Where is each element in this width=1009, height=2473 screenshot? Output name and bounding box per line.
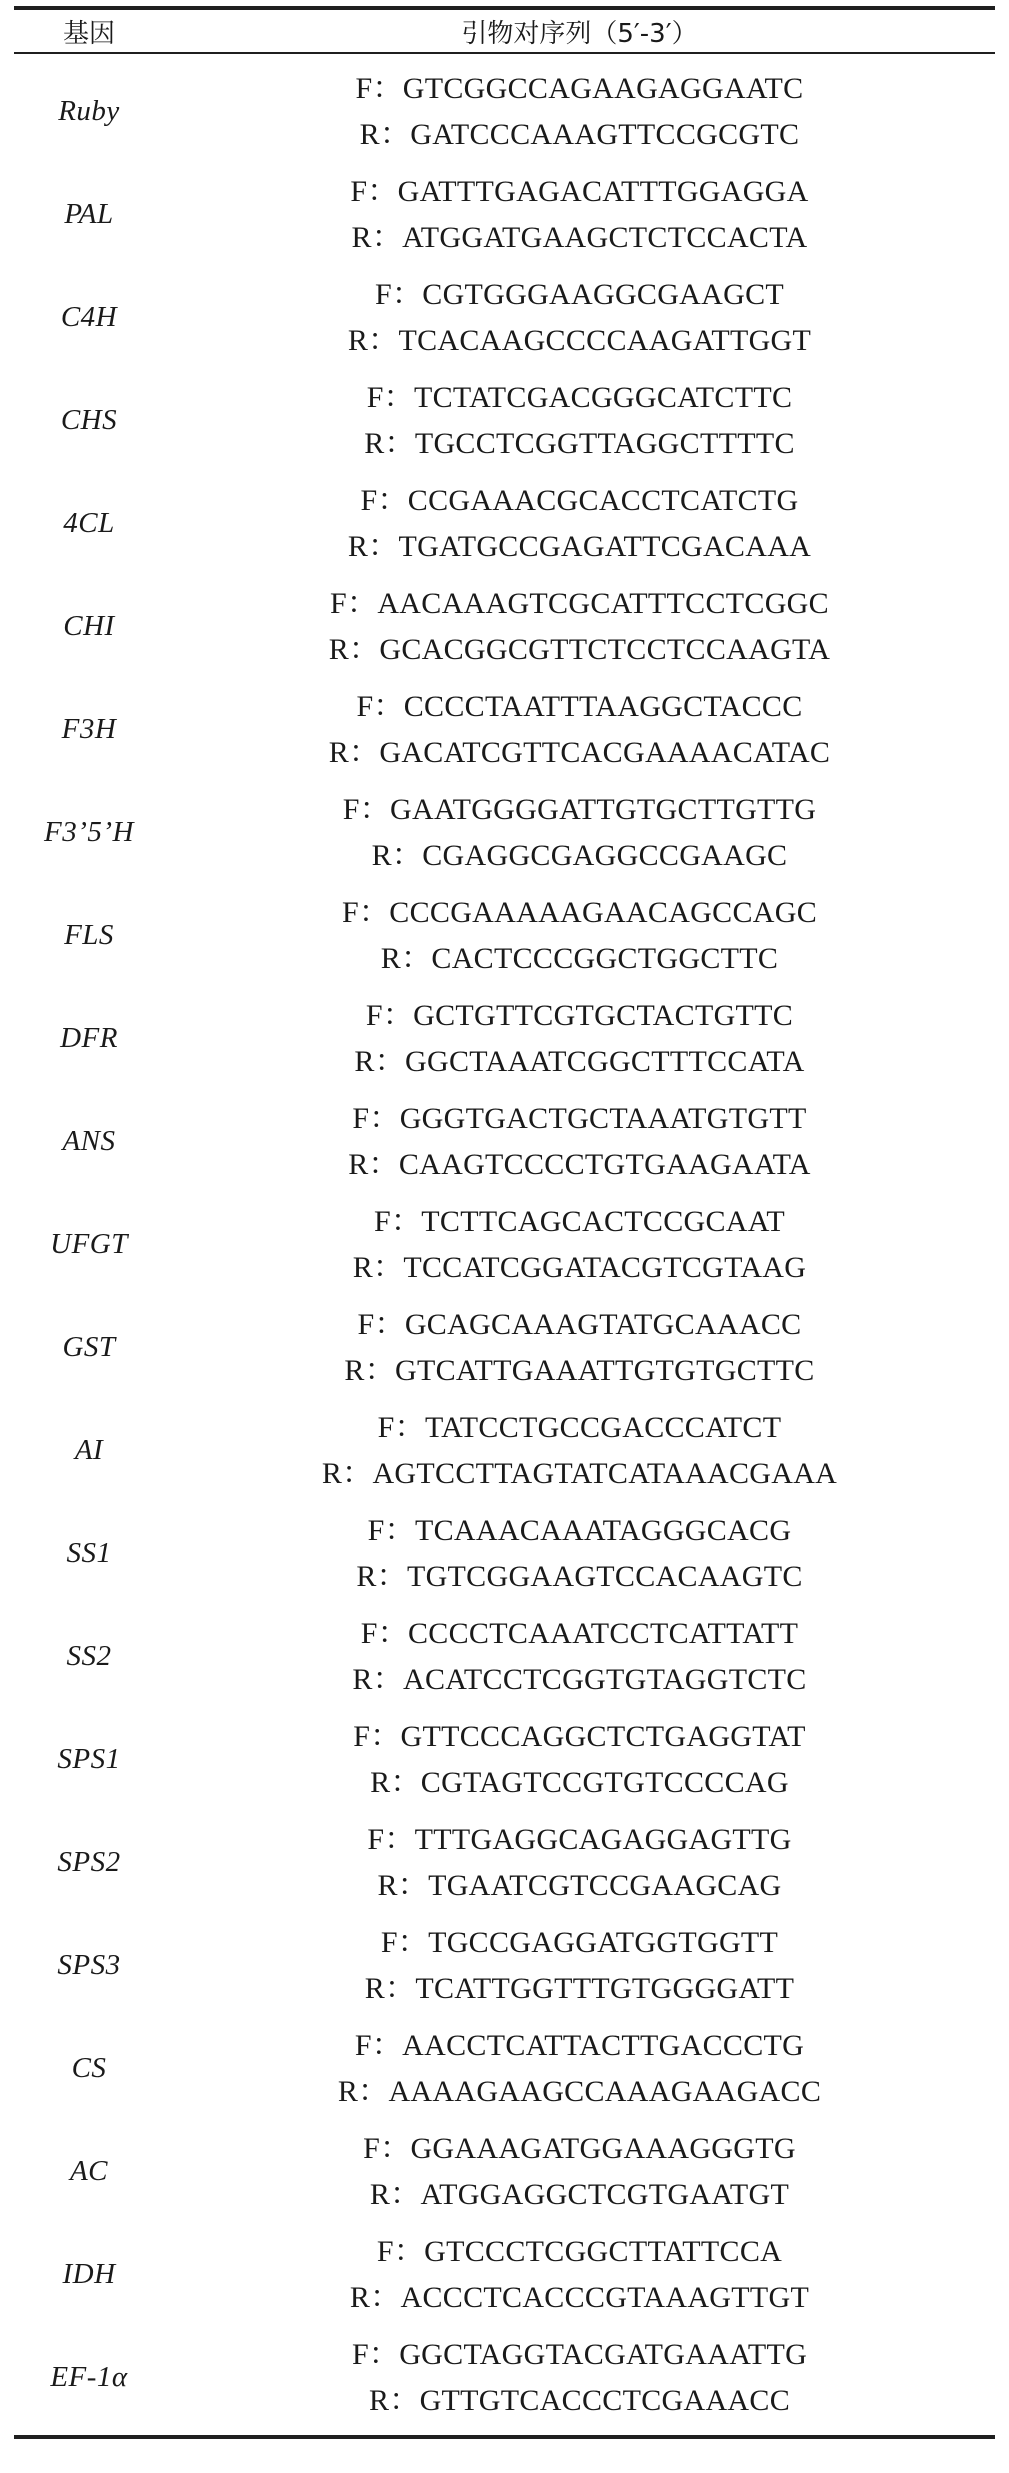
gene-name: SPS1 (57, 1743, 121, 1775)
table-row (14, 1914, 995, 2017)
forward-primer: F：GCAGCAAAGTATGCAAACC (357, 1307, 802, 1341)
gene-name: CS (71, 2052, 107, 2084)
primer-pair (164, 375, 995, 467)
forward-primer: F：CCCGAAAAAGAACAGCCAGC (342, 895, 817, 929)
reverse-primer: R：ATGGATGAAGCTCTCCACTA (351, 220, 808, 254)
gene-name: GST (62, 1331, 116, 1363)
gene-name: F3H (61, 713, 117, 745)
reverse-primer: R：ACATCCTCGGTGTAGGTCTC (352, 1662, 807, 1696)
reverse-primer: R：GACATCGTTCACGAAAACATAC (328, 735, 831, 769)
forward-primer: F：GGGTGACTGCTAAATGTGTT (352, 1101, 807, 1135)
reverse-primer: R：TGTCGGAAGTCCACAAGTC (356, 1559, 803, 1593)
primer-pair (164, 2023, 995, 2115)
gene-name: SPS3 (57, 1949, 121, 1981)
gene-name: SPS2 (57, 1846, 121, 1878)
primer-pair (164, 1199, 995, 1291)
gene-name: CHI (63, 610, 115, 642)
table-row (14, 2120, 995, 2223)
primer-pair (164, 478, 995, 570)
primer-pair (164, 2126, 995, 2218)
table-row (14, 575, 995, 678)
gene-name: CHS (60, 404, 118, 436)
gene-name: Ruby (58, 95, 120, 127)
table-row (14, 60, 995, 163)
gene-name: 4CL (63, 507, 115, 539)
reverse-primer: R：CGAGGCGAGGCCGAAGC (371, 838, 788, 872)
table-row (14, 1811, 995, 1914)
primer-pair (164, 1611, 995, 1703)
primer-pair (164, 169, 995, 261)
forward-primer: F：TCTTCAGCACTCCGCAAT (373, 1204, 786, 1238)
reverse-primer: R：TGCCTCGGTTAGGCTTTTC (364, 426, 795, 460)
primer-pair (164, 2332, 995, 2424)
forward-primer: F：GGAAAGATGGAAAGGGTG (363, 2131, 796, 2165)
table-row (14, 1296, 995, 1399)
table-row (14, 987, 995, 1090)
table-row (14, 369, 995, 472)
primer-pair (164, 1817, 995, 1909)
reverse-primer: R：TGAATCGTCCGAAGCAG (377, 1868, 782, 1902)
primer-pair (164, 2229, 995, 2321)
table-header (14, 10, 995, 52)
primer-pair (164, 1096, 995, 1188)
table-row (14, 163, 995, 266)
forward-primer: F：GTCCCTCGGCTTATTCCA (376, 2234, 783, 2268)
primer-pair (164, 272, 995, 364)
table-row (14, 2223, 995, 2326)
reverse-primer: R：ACCCTCACCCGTAAAGTTGT (349, 2280, 810, 2314)
primer-pair (164, 1508, 995, 1600)
forward-primer: F：AACCTCATTACTTGACCCTG (354, 2028, 805, 2062)
gene-name: AI (74, 1434, 104, 1466)
table-body (14, 54, 995, 2435)
reverse-primer: R：ATGGAGGCTCGTGAATGT (369, 2177, 790, 2211)
primer-pair (164, 66, 995, 158)
table-row (14, 1399, 995, 1502)
reverse-primer: R：GCACGGCGTTCTCCTCCAAGTA (328, 632, 831, 666)
forward-primer: F：TCAAACAAATAGGGCACG (367, 1513, 792, 1547)
gene-name: PAL (64, 198, 114, 230)
gene-name: AC (69, 2155, 109, 2187)
table-row (14, 1193, 995, 1296)
reverse-primer: R：TCACAAGCCCCAAGATTGGT (347, 323, 812, 357)
gene-name: SS1 (66, 1537, 112, 1569)
reverse-primer: R：GTTGTCACCCTCGAAACC (368, 2383, 791, 2417)
reverse-primer: R：GGCTAAATCGGCTTTCCATA (354, 1044, 805, 1078)
table-row (14, 2017, 995, 2120)
forward-primer: F：GTTCCCAGGCTCTGAGGTAT (353, 1719, 806, 1753)
table-row (14, 884, 995, 987)
forward-primer: F：CGTGGGAAGGCGAAGCT (374, 277, 785, 311)
primer-pair (164, 993, 995, 1085)
gene-name: UFGT (50, 1228, 128, 1260)
forward-primer: F：GAATGGGGATTGTGCTTGTTG (342, 792, 817, 826)
gene-name: IDH (62, 2258, 116, 2290)
forward-primer: F：CCCCTCAAATCCTCATTATT (360, 1616, 799, 1650)
forward-primer: F：TATCCTGCCGACCCATCT (377, 1410, 782, 1444)
primer-pair (164, 1302, 995, 1394)
reverse-primer: R：CACTCCCGGCTGGCTTC (380, 941, 779, 975)
table-bottom-rule (14, 2435, 995, 2439)
table-row (14, 1502, 995, 1605)
reverse-primer: R：GATCCCAAAGTTCCGCGTC (359, 117, 800, 151)
gene-name: FLS (64, 919, 114, 951)
forward-primer: F：TTTGAGGCAGAGGAGTTG (367, 1822, 792, 1856)
forward-primer: F：AACAAAGTCGCATTTCCTCGGC (330, 586, 829, 620)
primer-pair (164, 787, 995, 879)
reverse-primer: R：TCCATCGGATACGTCGTAAG (352, 1250, 807, 1284)
forward-primer: F：TCTATCGACGGGCATCTTC (366, 380, 793, 414)
forward-primer: F：GTCGGCCAGAAGAGGAATC (355, 71, 804, 105)
primer-pair (164, 684, 995, 776)
gene-name: EF-1α (50, 2361, 128, 2393)
table-row (14, 1090, 995, 1193)
forward-primer: F：GCTGTTCGTGCTACTGTTC (365, 998, 794, 1032)
reverse-primer: R：CGTAGTCCGTGTCCCCAG (370, 1765, 789, 1799)
table-row (14, 2326, 995, 2429)
reverse-primer: R：GTCATTGAAATTGTGTGCTTC (344, 1353, 815, 1387)
table-row (14, 678, 995, 781)
reverse-primer: R：CAAGTCCCCTGTGAAGAATA (348, 1147, 811, 1181)
header-gene: 基因 (62, 18, 115, 49)
primer-pair (164, 890, 995, 982)
gene-name: SS2 (66, 1640, 112, 1672)
table-row (14, 1605, 995, 1708)
forward-primer: F：CCGAAACGCACCTCATCTG (360, 483, 799, 517)
header-primer: 引物对序列（5′-3′） (461, 18, 698, 49)
reverse-primer: R：TCATTGGTTTGTGGGGATT (364, 1971, 795, 2005)
primer-table (14, 6, 995, 2439)
forward-primer: F：TGCCGAGGATGGTGGTT (380, 1925, 779, 1959)
primer-pair (164, 1920, 995, 2012)
reverse-primer: R：AAAAGAAGCCAAAGAAGACC (337, 2074, 822, 2108)
table-row (14, 266, 995, 369)
gene-name: F3’5’H (44, 816, 134, 848)
forward-primer: F：GATTTGAGACATTTGGAGGA (350, 174, 809, 208)
primer-pair (164, 1714, 995, 1806)
gene-name: C4H (60, 301, 118, 333)
primer-pair (164, 581, 995, 673)
table-row (14, 472, 995, 575)
gene-name: DFR (60, 1022, 118, 1054)
gene-name: ANS (62, 1125, 116, 1157)
forward-primer: F：GGCTAGGTACGATGAAATTG (351, 2337, 808, 2371)
reverse-primer: R：AGTCCTTAGTATCATAAACGAAA (321, 1456, 838, 1490)
primer-pair (164, 1405, 995, 1497)
table-row (14, 781, 995, 884)
table-row (14, 1708, 995, 1811)
reverse-primer: R：TGATGCCGAGATTCGACAAA (347, 529, 812, 563)
forward-primer: F：CCCCTAATTTAAGGCTACCC (356, 689, 803, 723)
